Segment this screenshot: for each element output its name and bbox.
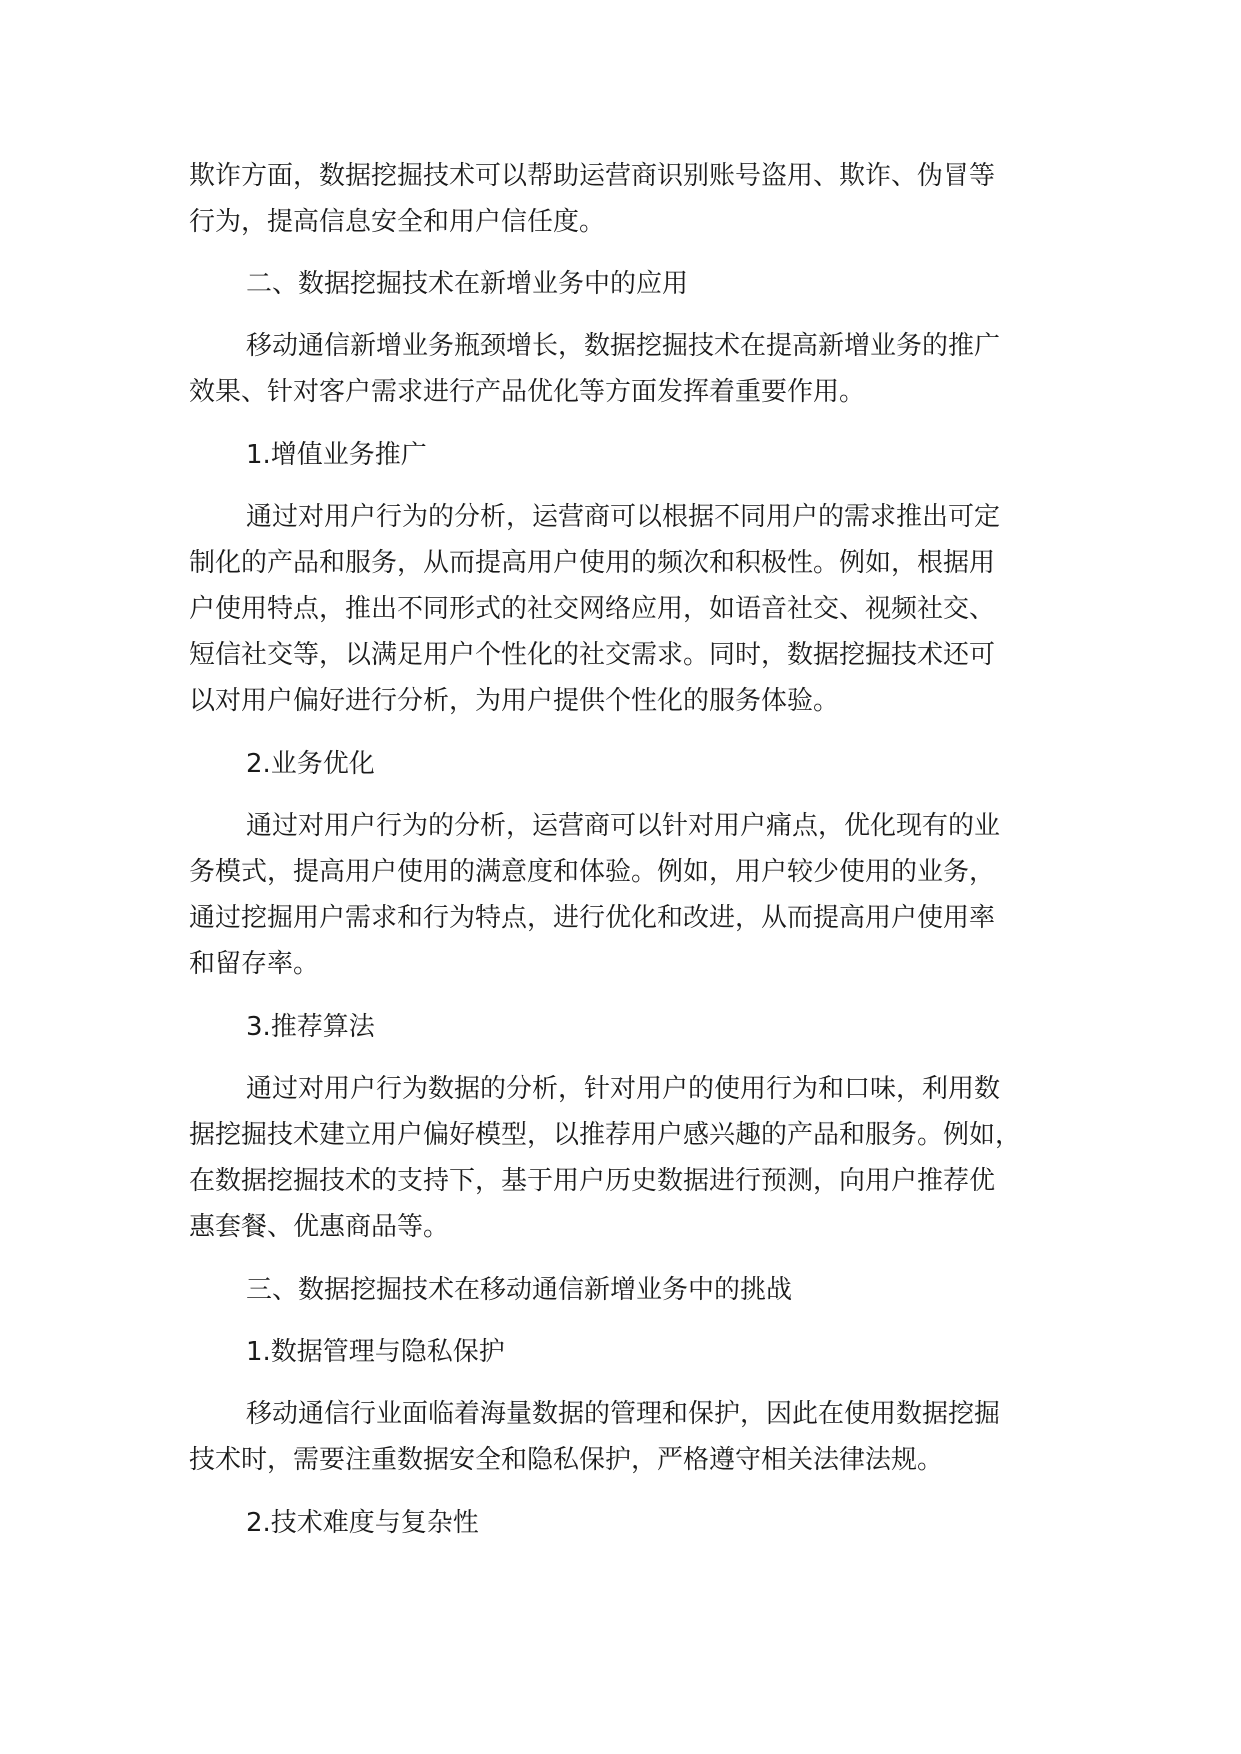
paragraph-first-line: 通过对用户行为的分析，运营商可以针对用户痛点，优化现有的业 (246, 811, 1001, 841)
body-text-line: 技术时，需要注重数据安全和隐私保护，严格遵守相关法律法规。 (189, 1445, 944, 1475)
body-text-line: 惠套餐、优惠商品等。 (189, 1212, 450, 1242)
body-text-line: 欺诈方面，数据挖掘技术可以帮助运营商识别账号盗用、欺诈、伪冒等 (189, 161, 996, 191)
subsection-heading: 3.推荐算法 (246, 1012, 375, 1042)
body-text-line: 效果、针对客户需求进行产品优化等方面发挥着重要作用。 (189, 377, 866, 407)
body-text-line: 以对用户偏好进行分析，为用户提供个性化的服务体验。 (189, 686, 840, 716)
body-text-line: 户使用特点，推出不同形式的社交网络应用，如语音社交、视频社交、 (189, 594, 996, 624)
subsection-heading: 2.业务优化 (246, 749, 375, 779)
paragraph-first-line: 移动通信行业面临着海量数据的管理和保护，因此在使用数据挖掘 (246, 1399, 1001, 1429)
body-text-line: 制化的产品和服务，从而提高用户使用的频次和积极性。例如，根据用 (189, 548, 996, 578)
section-heading: 三、数据挖掘技术在移动通信新增业务中的挑战 (246, 1275, 793, 1305)
body-text-line: 务模式，提高用户使用的满意度和体验。例如，用户较少使用的业务， (189, 857, 996, 887)
body-text-line: 通过挖掘用户需求和行为特点，进行优化和改进，从而提高用户使用率 (189, 903, 996, 933)
paragraph-first-line: 移动通信新增业务瓶颈增长，数据挖掘技术在提高新增业务的推广 (246, 331, 1001, 361)
subsection-heading: 1.增值业务推广 (246, 440, 427, 470)
paragraph-first-line: 通过对用户行为数据的分析，针对用户的使用行为和口味，利用数 (246, 1074, 1001, 1104)
body-text-line: 在数据挖掘技术的支持下，基于用户历史数据进行预测，向用户推荐优 (189, 1166, 996, 1196)
body-text-line: 和留存率。 (189, 949, 320, 979)
subsection-heading: 1.数据管理与隐私保护 (246, 1337, 505, 1367)
body-text-line: 行为，提高信息安全和用户信任度。 (189, 207, 606, 237)
body-text-line: 短信社交等，以满足用户个性化的社交需求。同时，数据挖掘技术还可 (189, 640, 996, 670)
body-text-line: 据挖掘技术建立用户偏好模型，以推荐用户感兴趣的产品和服务。例如， (189, 1120, 1022, 1150)
section-heading: 二、数据挖掘技术在新增业务中的应用 (246, 269, 689, 299)
subsection-heading: 2.技术难度与复杂性 (246, 1508, 479, 1538)
paragraph-first-line: 通过对用户行为的分析，运营商可以根据不同用户的需求推出可定 (246, 502, 1001, 532)
